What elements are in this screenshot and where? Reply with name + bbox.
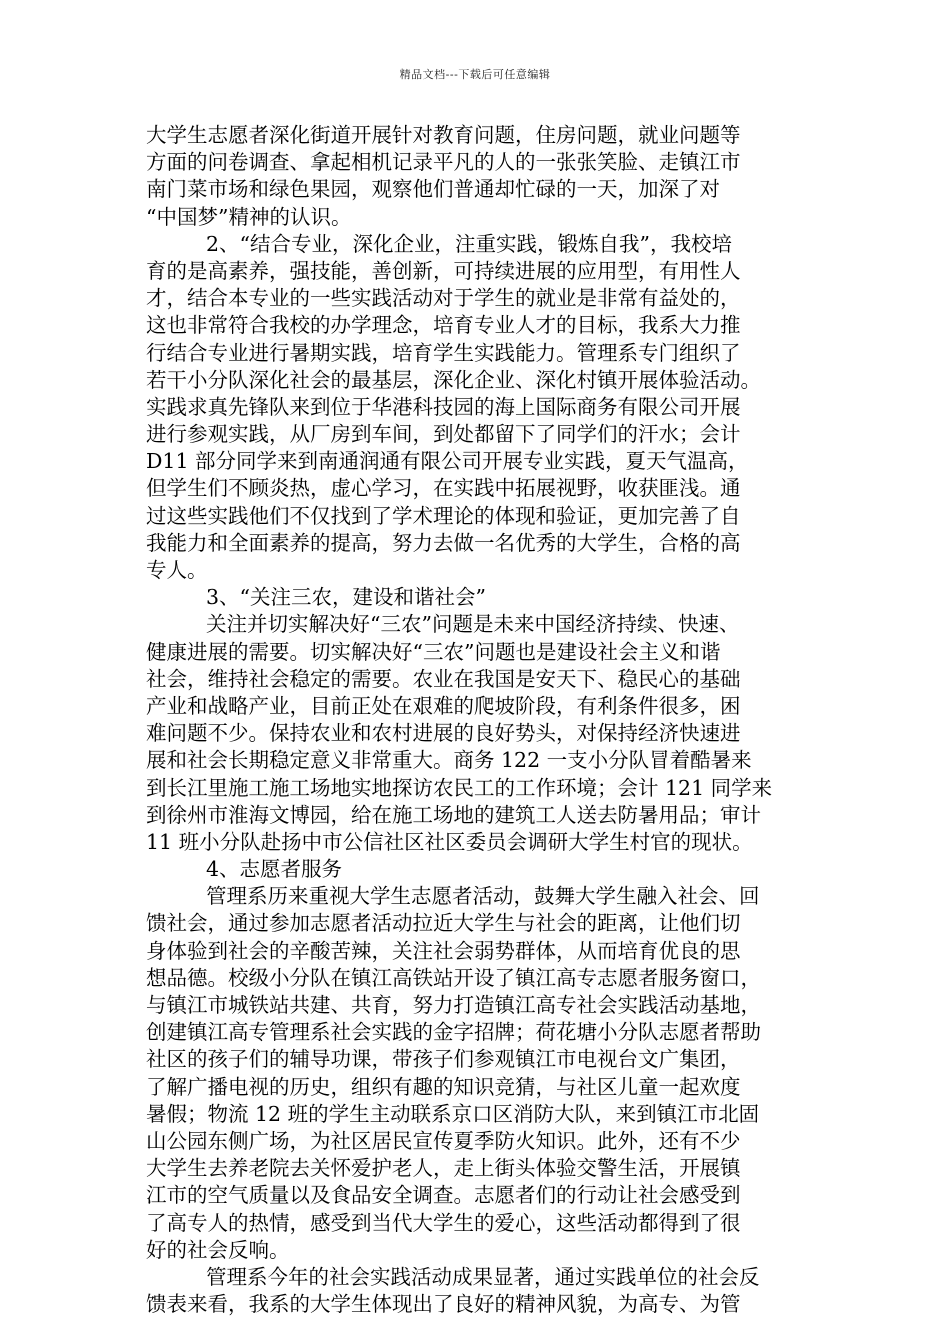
text-line: 社区的孩子们的辅导功课，带孩子们参观镇江市电视台文广集团， xyxy=(146,1047,741,1072)
text-line: 11 班小分队赴扬中市公信社区社区委员会调研大学生村官的现状。 xyxy=(146,829,753,854)
text-line: 我能力和全面素养的提高，努力去做一名优秀的大学生，合格的高 xyxy=(146,530,741,555)
text-line: 馈社会，通过参加志愿者活动拉近大学生与社会的距离，让他们切 xyxy=(146,911,741,936)
text-line: 2、“结合专业，深化企业，注重实践，锻炼自我”，我校培 xyxy=(206,231,733,256)
text-line: 关注并切实解决好“三农”问题是未来中国经济持续、快速、 xyxy=(206,612,740,637)
text-line: 山公园东侧广场，为社区居民宣传夏季防火知识。此外，还有不少 xyxy=(146,1128,741,1153)
text-line: 4、志愿者服务 xyxy=(206,857,343,882)
text-line: 暑假；物流 12 班的学生主动联系京口区消防大队，来到镇江市北固 xyxy=(146,1101,760,1126)
text-line: 这也非常符合我校的办学理念，培育专业人才的目标，我系大力推 xyxy=(146,313,741,338)
text-line: 到徐州市淮海文博园，给在施工场地的建筑工人送去防暑用品；审计 xyxy=(146,802,761,827)
text-line: D11 部分同学来到南通润通有限公司开展专业实践，夏天气温高， xyxy=(146,449,749,474)
text-line: 与镇江市城铁站共建、共育，努力打造镇江高专社会实践活动基地， xyxy=(146,993,761,1017)
text-line: 3、“关注三农，建设和谐社会” xyxy=(206,585,487,610)
text-line: 展和社会长期稳定意义非常重大。商务 122 一支小分队冒着酷暑来 xyxy=(146,748,752,773)
text-line: 了高专人的热情，感受到当代大学生的爱心，这些活动都得到了很 xyxy=(146,1210,741,1235)
text-line: 产业和战略产业，目前正处在艰难的爬坡阶段，有利条件很多，困 xyxy=(146,693,741,718)
text-line: 管理系今年的社会实践活动成果显著，通过实践单位的社会反 xyxy=(206,1264,760,1289)
text-line: 实践求真先锋队来到位于华港科技园的海上国际商务有限公司开展 xyxy=(146,394,741,419)
text-line: 方面的问卷调查、拿起相机记录平凡的人的一张张笑脸、走镇江市 xyxy=(146,150,741,175)
text-line: 身体验到社会的辛酸苦辣，关注社会弱势群体，从而培育优良的思 xyxy=(146,938,741,963)
text-line: 创建镇江高专管理系社会实践的金字招牌；荷花塘小分队志愿者帮助 xyxy=(146,1020,761,1045)
document-body xyxy=(146,122,806,1318)
text-line: 江市的空气质量以及食品安全调查。志愿者们的行动让社会感受到 xyxy=(146,1183,741,1208)
text-line: 才，结合本专业的一些实践活动对于学生的就业是非常有益处的， xyxy=(146,286,741,311)
text-line: 好的社会反响。 xyxy=(146,1237,290,1262)
text-line: 但学生们不顾炎热，虚心学习，在实践中拓展视野，收获匪浅。通 xyxy=(146,476,741,501)
text-line: 难问题不少。保持农业和农村进展的良好势头，对保持经济快速进 xyxy=(146,721,741,746)
text-line: 管理系历来重视大学生志愿者活动，鼓舞大学生融入社会、回 xyxy=(206,884,760,909)
text-line: 若干小分队深化社会的最基层，深化企业、深化村镇开展体验活动。 xyxy=(146,367,761,392)
text-line: 健康进展的需要。切实解决好“三农”问题也是建设社会主义和谐 xyxy=(146,639,721,664)
text-line: 想品德。校级小分队在镇江高铁站开设了镇江高专志愿者服务窗口， xyxy=(146,965,761,990)
page-header: 精品文档---下载后可任意编辑 xyxy=(399,68,551,81)
text-line: 行结合专业进行暑期实践，培育学生实践能力。管理系专门组织了 xyxy=(146,340,741,365)
text-line: 了解广播电视的历史，组织有趣的知识竞猜，与社区儿童一起欢度 xyxy=(146,1074,741,1099)
text-line: “中国梦”精神的认识。 xyxy=(146,204,352,229)
text-line: 育的是高素养，强技能，善创新，可持续进展的应用型，有用性人 xyxy=(146,258,741,283)
text-line: 进行参观实践，从厂房到车间，到处都留下了同学们的汗水；会计 xyxy=(146,422,741,447)
text-line: 专人。 xyxy=(146,558,208,582)
text-line: 到长江里施工施工场地实地探访农民工的工作环境；会计 121 同学来 xyxy=(146,775,773,800)
text-line: 社会，维持社会稳定的需要。农业在我国是安天下、稳民心的基础 xyxy=(146,666,741,691)
text-line: 大学生志愿者深化街道开展针对教育问题，住房问题，就业问题等 xyxy=(146,123,741,147)
text-line: 南门菜市场和绿色果园，观察他们普通却忙碌的一天，加深了对 xyxy=(146,177,720,202)
text-line: 馈表来看，我系的大学生体现出了良好的精神风貌，为高专、为管 xyxy=(146,1292,741,1317)
text-line: 过这些实践他们不仅找到了学术理论的体现和验证，更加完善了自 xyxy=(146,503,741,528)
text-line: 大学生去养老院去关怀爱护老人，走上街头体验交警生活，开展镇 xyxy=(146,1156,741,1181)
